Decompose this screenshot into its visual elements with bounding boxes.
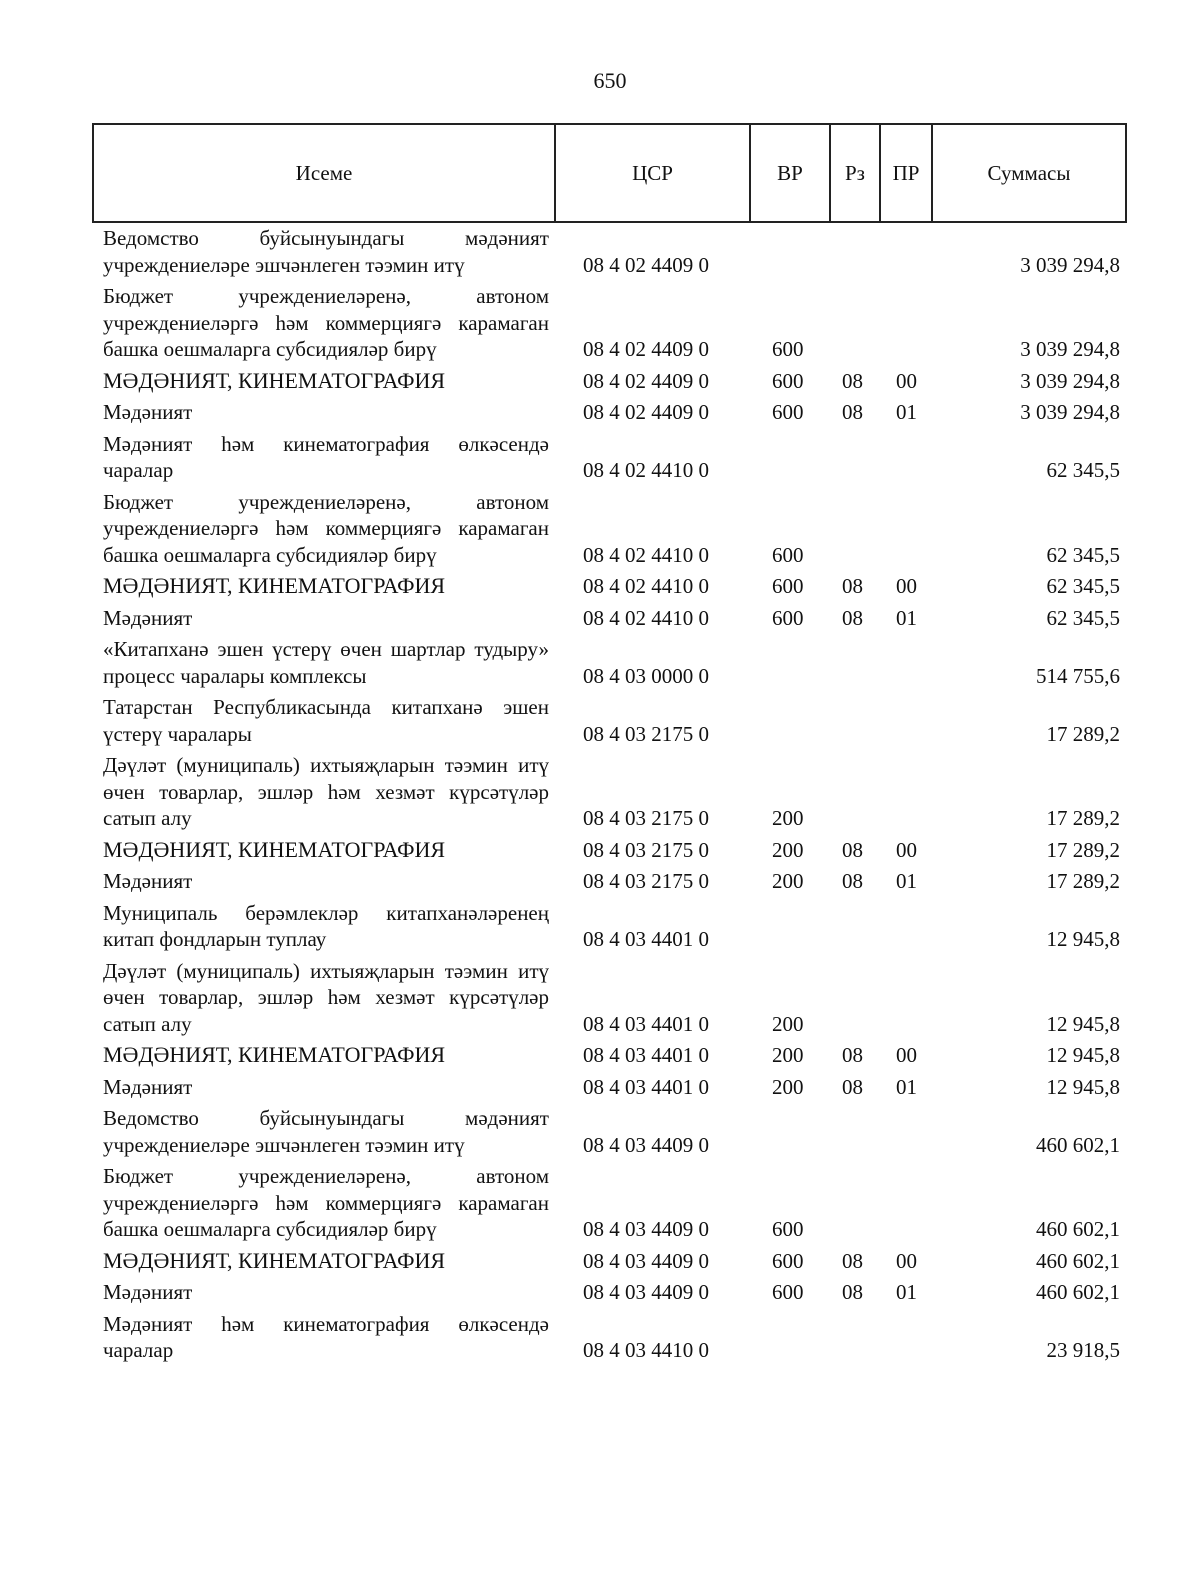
row-pr-code [880,487,932,572]
row-vr-code [750,222,830,281]
row-sum: 62 345,5 [1046,458,1120,482]
row-vr-code: 200 [772,869,804,893]
table-row [93,1072,1126,1104]
row-sum: 3 039 294,8 [1020,252,1120,277]
row-sum: 3 039 294,8 [1020,337,1120,361]
row-vr-code: 600 [772,1217,804,1241]
row-csr-code: 08 4 03 2175 0 [583,869,709,893]
row-name: МӘДӘНИЯТ, КИНЕМАТОГРАФИЯ [103,1247,446,1273]
row-vr-code: 200 [772,1074,804,1099]
row-pr-code [880,281,932,366]
row-csr-code: 08 4 03 2175 0 [583,837,709,862]
row-rz-code: 08 [842,837,863,862]
row-name: Мәдәният [103,605,193,630]
row-vr-code: 200 [772,1043,804,1067]
row-pr-code [880,1309,932,1367]
row-csr-code: 08 4 02 4409 0 [583,400,709,424]
header-sum: Суммасы [932,124,1126,222]
row-sum: 12 945,8 [1046,1011,1120,1036]
header-pr: ПР [880,124,932,222]
row-rz-code: 08 [842,1074,863,1099]
row-rz-code [830,429,880,487]
row-pr-code [880,429,932,487]
row-pr-code [880,1103,932,1161]
table-row [93,603,1126,635]
row-name: Ведомство буйсынуындагы мәдәният учреждениеләре эшчәнлеген тәэмин итү [103,1106,549,1157]
table-row [93,835,1126,867]
page-number: 650 [593,68,627,93]
row-vr-code [750,634,830,692]
row-vr-code [750,692,830,750]
table-row [93,571,1126,603]
table-row [93,866,1126,898]
row-csr-code: 08 4 03 4401 0 [583,927,709,951]
row-sum: 17 289,2 [1046,837,1120,862]
row-sum: 12 945,8 [1046,1043,1120,1067]
row-name: Бюджет учреждениеләренә, автоном учреждениеләргә һәм коммерциягә карамаган башка оешмаларга субсидияләр бирү [103,1164,549,1241]
row-vr-code [750,898,830,956]
row-rz-code [830,1103,880,1161]
row-csr-code: 08 4 03 4410 0 [583,1338,709,1362]
row-vr-code: 600 [772,368,804,393]
row-rz-code: 08 [842,605,863,630]
row-csr-code: 08 4 03 0000 0 [583,663,709,688]
row-csr-code: 08 4 02 4409 0 [583,368,709,393]
row-vr-code [750,1103,830,1161]
row-csr-code: 08 4 03 4409 0 [583,1280,709,1304]
row-vr-code [750,1309,830,1367]
row-csr-code: 08 4 03 4401 0 [583,1011,709,1036]
row-rz-code [830,956,880,1041]
header-row [93,124,1126,222]
row-csr-code: 08 4 02 4410 0 [583,574,709,598]
row-name: Татарстан Республикасында китапханә эшен үстерү чаралары [103,695,549,746]
row-rz-code [830,692,880,750]
row-sum: 17 289,2 [1046,721,1120,746]
row-sum: 3 039 294,8 [1020,400,1120,424]
row-pr-code: 01 [896,1074,917,1099]
row-csr-code: 08 4 03 4409 0 [583,1132,709,1157]
row-name: Муниципаль берәмлекләр китапханәләренең китап фондларын туплау [103,900,549,951]
row-vr-code: 600 [772,542,804,567]
table-row [93,397,1126,429]
table-row [93,487,1126,572]
row-sum: 17 289,2 [1046,869,1120,893]
row-sum: 12 945,8 [1046,1074,1120,1099]
table-row [93,692,1126,750]
row-vr-code: 600 [772,1248,804,1273]
row-rz-code [830,1309,880,1367]
row-sum: 62 345,5 [1046,574,1120,598]
row-rz-code: 08 [842,1248,863,1273]
table-row [93,1040,1126,1072]
row-rz-code: 08 [842,1280,863,1304]
row-pr-code [880,692,932,750]
row-name: Ведомство буйсынуындагы мәдәният учреждениеләре эшчәнлеген тәэмин итү [103,226,549,277]
row-csr-code: 08 4 02 4409 0 [583,252,709,277]
row-pr-code: 01 [896,400,917,424]
header-csr: ЦСР [555,124,750,222]
row-rz-code: 08 [842,400,863,424]
table-body [93,222,1126,1367]
table-row [93,1309,1126,1367]
row-name: Мәдәният [103,1074,193,1099]
row-name: Дәүләт (муниципаль) ихтыяҗларын тәэмин итү өчен товарлар, эшләр һәм хезмәт күрсәтүләр сатып алу [103,753,549,830]
row-rz-code: 08 [842,574,863,598]
table-row [93,634,1126,692]
row-sum: 460 602,1 [1036,1280,1120,1304]
row-pr-code [880,956,932,1041]
row-rz-code [830,898,880,956]
row-name: МӘДӘНИЯТ, КИНЕМАТОГРАФИЯ [103,836,446,862]
row-name: МӘДӘНИЯТ, КИНЕМАТОГРАФИЯ [103,573,446,598]
row-csr-code: 08 4 03 4409 0 [583,1217,709,1241]
row-vr-code: 600 [772,337,804,361]
row-vr-code: 600 [772,605,804,630]
header-rz: Рз [830,124,880,222]
row-name: МӘДӘНИЯТ, КИНЕМАТОГРАФИЯ [103,367,446,393]
row-pr-code [880,634,932,692]
row-rz-code [830,750,880,835]
table-row [93,429,1126,487]
row-vr-code: 200 [772,837,804,862]
row-rz-code: 08 [842,368,863,393]
row-pr-code: 00 [896,574,917,598]
row-name: Бюджет учреждениеләренә, автоном учреждениеләргә һәм коммерциягә карамаган башка оешмаларга субсидияләр бирү [103,489,549,567]
row-sum: 514 755,6 [1036,663,1120,688]
row-sum: 23 918,5 [1046,1338,1120,1362]
row-vr-code: 200 [772,1011,804,1036]
row-rz-code: 08 [842,869,863,893]
row-vr-code: 200 [772,806,804,830]
row-pr-code: 00 [896,1248,917,1273]
row-sum: 3 039 294,8 [1020,368,1120,393]
row-sum: 12 945,8 [1046,927,1120,951]
row-pr-code [880,222,932,281]
row-rz-code [830,281,880,366]
table-row [93,750,1126,835]
row-pr-code: 00 [896,1043,917,1067]
row-pr-code [880,898,932,956]
row-name: Мәдәният [103,400,193,424]
row-csr-code: 08 4 03 4409 0 [583,1248,709,1273]
row-rz-code [830,222,880,281]
row-csr-code: 08 4 02 4410 0 [583,605,709,630]
header-vr: ВР [750,124,830,222]
table-row [93,1246,1126,1278]
row-pr-code [880,750,932,835]
table-row [93,366,1126,398]
row-name: Дәүләт (муниципаль) ихтыяҗларын тәэмин итү өчен товарлар, эшләр һәм хезмәт күрсәтүләр сатып алу [103,958,549,1036]
row-rz-code: 08 [842,1043,863,1067]
row-name: МӘДӘНИЯТ, КИНЕМАТОГРАФИЯ [103,1042,446,1067]
row-vr-code: 600 [772,400,804,424]
row-name: Мәдәният һәм кинематография өлкәсендә чаралар [103,431,549,482]
row-pr-code: 00 [896,368,917,393]
row-vr-code: 600 [772,1280,804,1304]
table-row [93,1277,1126,1309]
row-name: Мәдәният һәм кинематография өлкәсендә чаралар [103,1311,549,1362]
row-csr-code: 08 4 03 4401 0 [583,1043,709,1067]
budget-table [92,123,1127,1367]
row-sum: 460 602,1 [1036,1217,1120,1241]
row-pr-code: 00 [896,837,917,862]
row-name: Мәдәният [103,869,193,893]
row-name: «Китапханә эшен үстерү өчен шартлар тудыру» процесс чаралары комплексы [103,637,549,688]
table-row [93,956,1126,1041]
row-rz-code [830,1161,880,1246]
row-sum: 17 289,2 [1046,806,1120,830]
row-sum: 62 345,5 [1046,605,1120,630]
header-name: Исеме [93,124,555,222]
table-header [93,124,1126,222]
row-rz-code [830,487,880,572]
row-csr-code: 08 4 03 2175 0 [583,806,709,830]
row-name: Мәдәният [103,1280,193,1304]
row-csr-code: 08 4 02 4410 0 [583,542,709,567]
row-csr-code: 08 4 03 2175 0 [583,721,709,746]
row-sum: 62 345,5 [1046,542,1120,567]
row-pr-code [880,1161,932,1246]
row-pr-code: 01 [896,1280,917,1304]
table-row [93,898,1126,956]
row-pr-code: 01 [896,869,917,893]
row-pr-code: 01 [896,605,917,630]
row-name: Бюджет учреждениеләренә, автоном учреждениеләргә һәм коммерциягә карамаган башка оешмаларга субсидияләр бирү [103,284,549,361]
row-sum: 460 602,1 [1036,1132,1120,1157]
table-row [93,281,1126,366]
table-row [93,222,1126,281]
row-rz-code [830,634,880,692]
row-sum: 460 602,1 [1036,1248,1120,1273]
table-row [93,1103,1126,1161]
row-csr-code: 08 4 03 4401 0 [583,1074,709,1099]
row-csr-code: 08 4 02 4409 0 [583,337,709,361]
row-vr-code: 600 [772,574,804,598]
table-row [93,1161,1126,1246]
row-vr-code [750,429,830,487]
row-csr-code: 08 4 02 4410 0 [583,458,709,482]
